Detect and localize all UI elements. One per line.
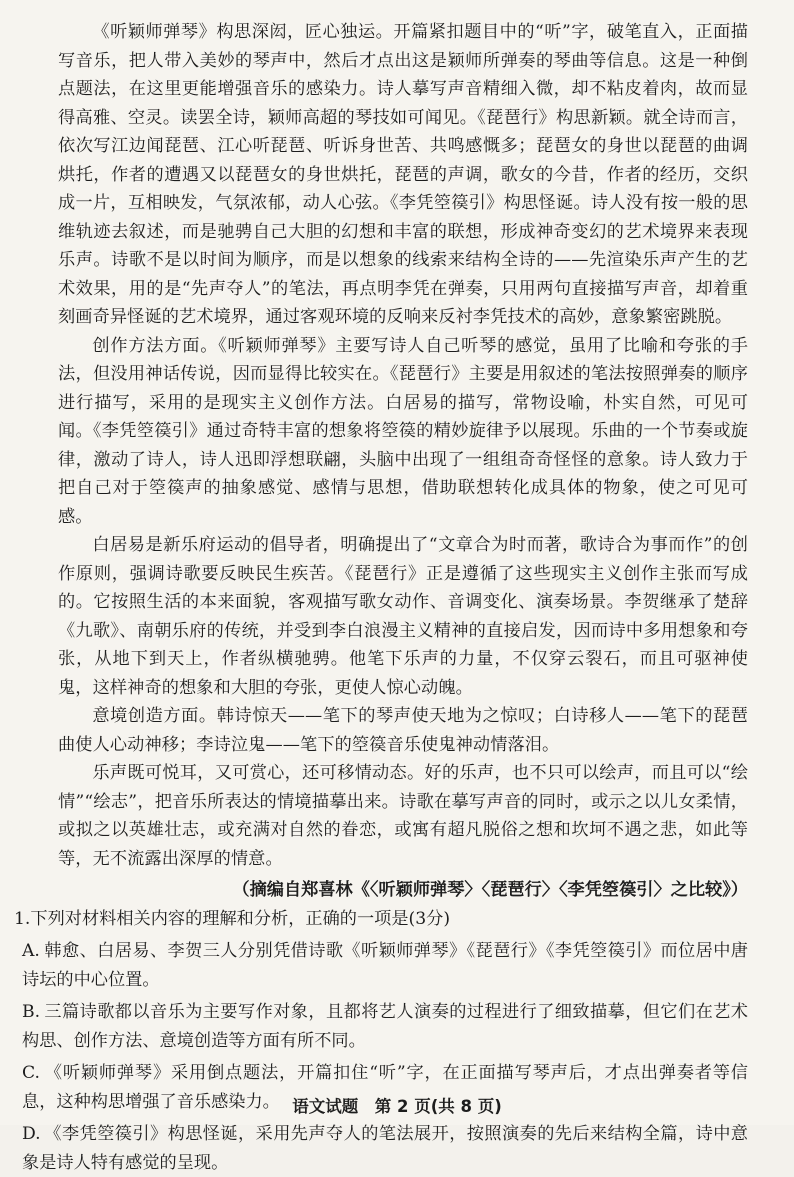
option-c-text: 《听颖师弹琴》采用倒点题法，开篇扣住“听”字，在正面描写琴声后，才点出弹奏者等信息，这种构思增强了音乐感染力。 <box>22 1063 748 1112</box>
option-d <box>22 1120 748 1177</box>
option-b-text: 三篇诗歌都以音乐为主要写作对象，且都将艺人演奏的过程进行了细致描摹，但它们在艺术构思、创作方法、意境创造等方面有所不同。 <box>22 1002 748 1051</box>
article-paragraph-1: 《听颖师弹琴》构思深闳，匠心独运。开篇紧扣题目中的“听”字，破笔直入，正面描写音乐，把人带入美妙的琴声中，然后才点出这是颖师所弹奏的琴曲等信息。这是一种倒点题法，在这里更能增强音乐的感染力。诗人摹写声音精细入微，却不粘皮着肉，故而显得高雅、空灵。读罢全诗，颖师高超的琴技如可闻见。《琵琶行》构思新颖。就全诗而言，依次写江边闻琵琶、江心听琵琶、听诉身世苦、共鸣感慨多；琵琶女的身世以琵琶的曲调烘托，作者的遭遇又以琵琶女的身世烘托，琵琶的声调，歌女的今昔，作者的经历，交织成一片，互相映发，气氛浓郁，动人心弦。《李凭箜篌引》构思怪诞。诗人没有按一般的思维轨迹去叙述，而是驰骋自己大胆的幻想和丰富的联想，形成神奇变幻的艺术境界来表现乐声。诗歌不是以时间为顺序，而是以想象的线索来结构全诗的——先渲染乐声产生的艺术效果，用的是“先声夺人”的笔法，再点明李凭在弹奏，只用两句直接描写声音，却着重刻画奇异怪诞的艺术境界，通过客观环境的反响来反衬李凭技术的高妙，意象繁密跳脱。 <box>58 22 748 327</box>
option-b-label: B. <box>22 1002 41 1022</box>
option-d-label: D. <box>22 1124 41 1144</box>
article-paragraph-2: 创作方法方面。《听颖师弹琴》主要写诗人自己听琴的感觉，虽用了比喻和夸张的手法，但没用神话传说，因而显得比较实在。《琵琶行》主要是用叙述的笔法按照弹奏的顺序进行描写，采用的是现实主义创作方法。白居易的描写，常物设喻，朴实自然，可见可闻。《李凭箜篌引》通过奇特丰富的想象将箜篌的精妙旋律予以展现。乐曲的一个节奏或旋律，激动了诗人，诗人迅即浮想联翩，头脑中出现了一组组奇奇怪怪的意象。诗人致力于把自己对于箜篌声的抽象感觉、感情与思想，借助联想转化成具体的物象，使之可见可感。 <box>58 335 748 527</box>
option-b <box>22 998 748 1055</box>
page-content <box>14 18 748 1177</box>
option-d-text: 《李凭箜篌引》构思怪诞，采用先声夺人的笔法展开，按照演奏的先后来结构全篇，诗中意象是诗人特有感觉的呈现。 <box>22 1124 748 1173</box>
article-paragraph-4: 意境创造方面。韩诗惊天——笔下的琴声使天地为之惊叹；白诗移人——笔下的琵琶曲使人心动神移；李诗泣鬼——笔下的箜篌音乐使鬼神动情落泪。 <box>58 706 748 755</box>
option-a-text: 韩愈、白居易、李贺三人分别凭借诗歌《听颖师弹琴》《琵琶行》《李凭箜篌引》而位居中唐诗坛的中心位置。 <box>22 941 748 990</box>
option-a <box>22 937 748 994</box>
article-source: （摘编自郑喜林《〈听颖师弹琴〉〈琵琶行〉〈李凭箜篌引〉之比较》） <box>232 880 748 900</box>
article-paragraph-3: 白居易是新乐府运动的倡导者，明确提出了“文章合为时而著，歌诗合为事而作”的创作原则，强调诗歌要反映民生疾苦。《琵琶行》正是遵循了这些现实主义创作主张而写成的。它按照生活的本来面貌，客观描写歌女动作、音调变化、演奏场景。李贺继承了楚辞《九歌》、南朝乐府的传统，并受到李白浪漫主义精神的直接启发，因而诗中多用想象和夸张，从地下到天上，作者纵横驰骋。他笔下乐声的力量，不仅穿云裂石，而且可驱神使鬼，这样神奇的想象和大胆的夸张，更使人惊心动魄。 <box>58 535 748 698</box>
page-footer: 语文试题 第 2 页(共 8 页) <box>292 1097 502 1116</box>
option-a-label: A. <box>22 941 40 961</box>
question-stem: 1.下列对材料相关内容的理解和分析，正确的一项是(3分) <box>14 908 451 929</box>
option-c-label: C. <box>22 1063 41 1083</box>
article-paragraph-5: 乐声既可悦耳，又可赏心，还可移情动态。好的乐声，也不只可以绘声，而且可以“绘情”“绘志”，把音乐所表达的情境描摹出来。诗歌在摹写声音的同时，或示之以儿女柔情，或拟之以英雄壮志，或充满对自然的眷恋，或寓有超凡脱俗之想和坎坷不遇之悲，如此等等，无不流露出深厚的情意。 <box>58 763 748 869</box>
